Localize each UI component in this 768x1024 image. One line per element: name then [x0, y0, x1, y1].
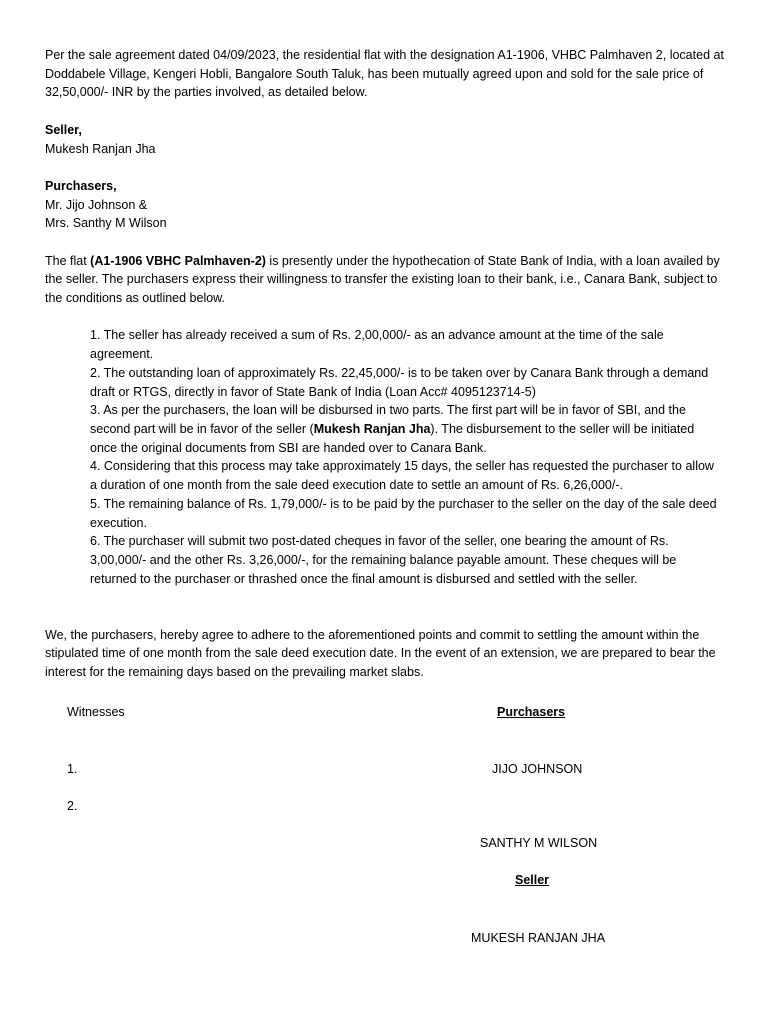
term-6: 6. The purchaser will submit two post-dated cheques in favor of the seller, one bearing the amount of Rs. 3,00,000/- and the other Rs. 3,26,000/-, for the remaining balance payable amount. These cheques will be returned to the purchaser or thrashed once the final amount is disbursed and settled with the seller.	[90, 534, 677, 586]
flat-paragraph	[45, 252, 725, 308]
intro-paragraph: Per the sale agreement dated 04/09/2023, the residential flat with the designation A1-1906, VHBC Palmhaven 2, located at Doddabele Village, Kengeri Hobli, Bangalore South Taluk, has been mutually agreed upon and sold for the sale price of 32,50,000/- INR by the parties involved, as detailed below.	[45, 48, 724, 100]
witness-2-slot: 2.	[67, 799, 78, 813]
purchaser-2-name: Mrs. Santhy M Wilson	[45, 216, 167, 231]
term-3-post: ). The disbursement to the seller will be initiated once the original documents from SBI are handed over to Canara Bank.	[90, 422, 695, 455]
witnesses-label: Witnesses	[67, 705, 125, 719]
flat-designation: (A1-1906 VBHC Palmhaven-2)	[90, 253, 266, 268]
witness-1-slot: 1.	[67, 762, 78, 776]
term-1: 1. The seller has already received a sum of Rs. 2,00,000/- as an advance amount at the time of the sale agreement.	[90, 328, 664, 362]
purchaser-1-signature: JIJO JOHNSON	[492, 762, 583, 776]
seller-signature-label: Seller	[515, 873, 550, 887]
terms-list	[90, 326, 720, 588]
purchasers-signature-label: Purchasers	[497, 705, 566, 719]
term-2: 2. The outstanding loan of approximately Rs. 22,45,000/- is to be taken over by Canara Bank through a demand draft or RTGS, directly in favor of State Bank of India (Loan Acc# 4095123714-5)	[90, 365, 709, 399]
term-5: 5. The remaining balance of Rs. 1,79,000/- is to be paid by the purchaser to the seller on the day of the sale deed execution.	[90, 496, 717, 530]
flat-paragraph-post: is presently under the hypothecation of State Bank of India, with a loan availed by the seller. The purchasers express their willingness to transfer the existing loan to their bank, i.e., Canara Bank, subject to the conditions as outlined below.	[45, 253, 720, 306]
seller-name: Mukesh Ranjan Jha	[45, 141, 156, 156]
flat-paragraph-pre: The flat	[45, 253, 91, 268]
term-3-pre: 3. As per the purchasers, the loan will be disbursed in two parts. The first part will be in favor of SBI, and the second part will be in favor of the seller (	[90, 403, 686, 436]
seller-signature: MUKESH RANJAN JHA	[471, 931, 606, 945]
agreement-paragraph: We, the purchasers, hereby agree to adhere to the aforementioned points and commit to settling the amount within the stipulated time of one month from the sale deed execution date. In the event of an extension, we are prepared to bear the interest for the remaining days based on the prevailing market slabs.	[45, 627, 716, 680]
purchaser-1-name: Mr. Jijo Johnson &	[45, 197, 148, 212]
purchasers-heading: Purchasers,	[45, 178, 117, 193]
purchaser-2-signature: SANTHY M WILSON	[480, 836, 598, 850]
document-body	[45, 46, 725, 682]
seller-heading: Seller,	[45, 122, 82, 137]
term-3	[90, 401, 720, 457]
term-4: 4. Considering that this process may take approximately 15 days, the seller has requested the purchaser to allow a duration of one month from the sale deed execution date to settle an amount of Rs. 6,26,000/-.	[90, 459, 714, 493]
term-3-seller-name: Mukesh Ranjan Jha	[313, 422, 431, 436]
